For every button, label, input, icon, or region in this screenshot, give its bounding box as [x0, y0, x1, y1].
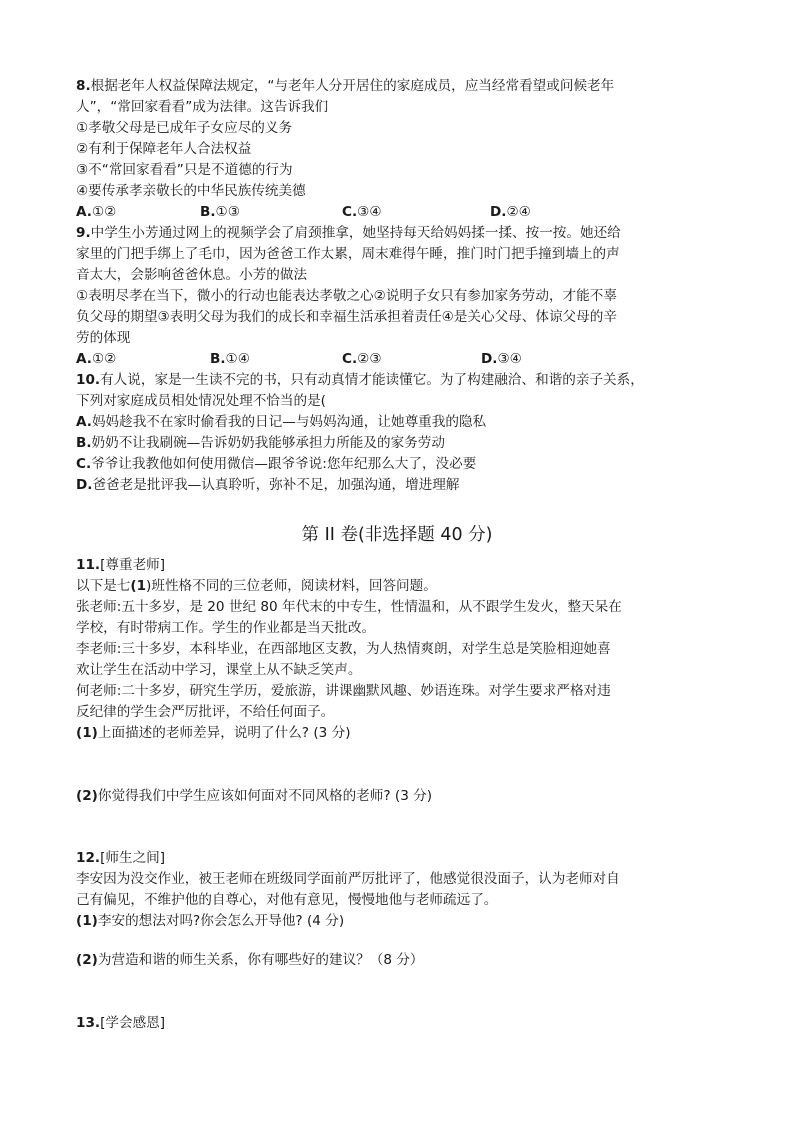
q10-option-c-text: 爷爷让我教他如何使用微信—跟爷爷说:您年纪那么大了，没必要	[91, 456, 477, 472]
q9-option-c-text: ②③	[357, 351, 382, 367]
q12-sub2	[76, 950, 424, 970]
q9-options	[76, 349, 736, 369]
q9-line3: 音太大，会影响爸爸休息。小芳的做法	[76, 267, 308, 283]
q8-statement-2: ②有利于保障老年人合法权益	[76, 141, 252, 157]
q10-option-a	[76, 412, 486, 432]
q9-text1: 中学生小芳通过网上的视频学会了肩颈推拿，她坚持每天给妈妈揉一揉、按一按。她还给	[90, 225, 621, 241]
q9-option-d-text: ③④	[497, 351, 522, 367]
q8-option-a-text: ①②	[91, 204, 117, 220]
q8-statement-4: ④要传承孝亲敬长的中华民族传统美德	[76, 183, 306, 199]
q10-option-b-key: B.	[76, 435, 92, 451]
q12-number: 12.	[76, 850, 101, 866]
q8-option-d	[490, 202, 531, 222]
q11-sub2	[76, 786, 432, 806]
q12-sub1-text: 李安的想法对吗?你会怎么开导他? (4 分)	[97, 913, 345, 929]
q12-topic: [师生之间]	[100, 850, 166, 866]
q9-line2: 家里的门把手绑上了毛巾，因为爸爸工作太累，周末难得午睡，推门时门把手撞到墙上的声	[76, 246, 620, 262]
q10-option-a-text: 妈妈趁我不在家时偷看我的日记—与妈妈沟通，让她尊重我的隐私	[91, 414, 487, 430]
q11-intro-c: )班性格不同的三位老师，阅读材料，回答问题。	[146, 578, 437, 594]
q11-zhang-line1: 张老师:五十多岁，是 20 世纪 80 年代末的中专生，性情温和，从不跟学生发火，整天呆在	[76, 599, 622, 615]
q9-option-c-key: C.	[342, 351, 358, 367]
q10-option-d-text: 爸爸老是批评我—认真聆听，弥补不足，加强沟通，增进理解	[92, 477, 460, 493]
q11-sub1	[76, 723, 351, 743]
q8-option-a	[76, 202, 116, 222]
q8-number: 8.	[76, 78, 91, 94]
q9-number: 9.	[76, 225, 91, 241]
q11-topic: [尊重老师]	[100, 557, 166, 573]
q11-sub2-text: 你觉得我们中学生应该如何面对不同风格的老师? (3 分)	[97, 788, 433, 804]
q8-option-c	[342, 202, 382, 222]
q12-sub1	[76, 911, 344, 931]
q9-option-d	[481, 349, 522, 369]
q11-he-line2: 反纪律的学生会严厉批评，不给任何面子。	[76, 704, 335, 720]
q11-intro-b: (1	[130, 578, 147, 594]
q12-line2: 己有偏见，不维护他的自尊心，对他有意见，慢慢地他与老师疏远了。	[76, 892, 498, 908]
q8-option-d-key: D.	[490, 204, 507, 220]
q9-option-a-text: ①②	[91, 351, 117, 367]
q9-option-d-key: D.	[481, 351, 498, 367]
q11-intro	[76, 576, 437, 596]
q8-option-c-key: C.	[342, 204, 358, 220]
q12-sub1-number: (1)	[76, 913, 98, 929]
q8-option-b-key: B.	[200, 204, 216, 220]
q12-heading	[76, 848, 165, 868]
q12-sub2-text: 为营造和谐的师生关系，你有哪些好的建议？（8 分）	[97, 952, 424, 968]
q8-option-a-key: A.	[76, 204, 92, 220]
q10-option-b	[76, 433, 445, 453]
q9-option-b-text: ①④	[225, 351, 250, 367]
q10-option-c-key: C.	[76, 456, 92, 472]
q10-text1: 有人说，家是一生读不完的书，只有动真情才能读懂它。为了构建融洽、和谐的亲子关系，	[100, 372, 644, 388]
q8-stem-text1: 根据老年人权益保障法规定，“与老年人分开居住的家庭成员，应当经常看望或问候老年	[90, 78, 615, 94]
q10-number: 10.	[76, 372, 101, 388]
q11-li-line2: 欢让学生在活动中学习，课堂上从不缺乏笑声。	[76, 662, 362, 678]
q8-stem-line1	[76, 76, 614, 96]
q9-line1	[76, 223, 621, 243]
q9-option-a	[76, 349, 116, 369]
q9-line5: 负父母的期望③表明父母为我们的成长和幸福生活承担着责任④是关心父母、体谅父母的辛	[76, 309, 617, 325]
q9-option-a-key: A.	[76, 351, 92, 367]
q13-heading	[76, 1013, 165, 1033]
q10-option-d-key: D.	[76, 477, 93, 493]
q13-number: 13.	[76, 1015, 101, 1031]
q11-intro-a: 以下是七	[76, 578, 131, 594]
section-2-title: 第 II 卷(非选择题 40 分)	[301, 525, 493, 545]
q11-number: 11.	[76, 557, 101, 573]
q10-option-d	[76, 475, 459, 495]
q8-option-b-text: ①③	[215, 204, 240, 220]
q9-option-b-key: B.	[210, 351, 226, 367]
q8-statement-3: ③不“常回家看看”只是不道德的行为	[76, 162, 293, 178]
q9-line4: ①表明尽孝在当下，微小的行动也能表达孝敬之心②说明子女只有参加家务劳动，才能不辜	[76, 288, 617, 304]
q12-line1: 李安因为没交作业，被王老师在班级同学面前严厉批评了，他感觉很没面子，认为老师对自	[76, 871, 620, 887]
q10-line1	[76, 370, 644, 390]
q11-zhang-line2: 学校，有时带病工作。学生的作业都是当天批改。	[76, 620, 376, 636]
q12-sub2-number: (2)	[76, 952, 98, 968]
q8-option-d-text: ②④	[506, 204, 531, 220]
q11-li-line1: 李老师:三十多岁，本科毕业，在西部地区支教，为人热情爽朗，对学生总是笑脸相迎她喜	[76, 641, 611, 657]
q8-statement-1: ①孝敬父母是已成年子女应尽的义务	[76, 120, 293, 136]
q8-stem-line2: 人”，“常回家看看”成为法律。这告诉我们	[76, 99, 329, 115]
q9-option-c	[342, 349, 382, 369]
q10-option-a-key: A.	[76, 414, 92, 430]
q13-topic: [学会感恩]	[100, 1015, 166, 1031]
q9-line6: 劳的体现	[76, 330, 131, 346]
q8-option-b	[200, 202, 240, 222]
q10-option-c	[76, 454, 476, 474]
q11-sub2-number: (2)	[76, 788, 98, 804]
q8-options	[76, 202, 736, 222]
q10-option-b-text: 奶奶不让我刷碗—告诉奶奶我能够承担力所能及的家务劳动	[91, 435, 445, 451]
q10-line2: 下列对家庭成员相处情况处理不恰当的是(	[76, 393, 326, 409]
q11-sub1-number: (1)	[76, 725, 98, 741]
q11-sub1-text: 上面描述的老师差异，说明了什么? (3 分)	[97, 725, 351, 741]
q9-option-b	[210, 349, 250, 369]
q8-option-c-text: ③④	[357, 204, 382, 220]
q11-he-line1: 何老师:二十多岁，研究生学历，爱旅游，讲课幽默风趣、妙语连珠。对学生要求严格对违	[76, 683, 611, 699]
q11-heading	[76, 555, 165, 575]
